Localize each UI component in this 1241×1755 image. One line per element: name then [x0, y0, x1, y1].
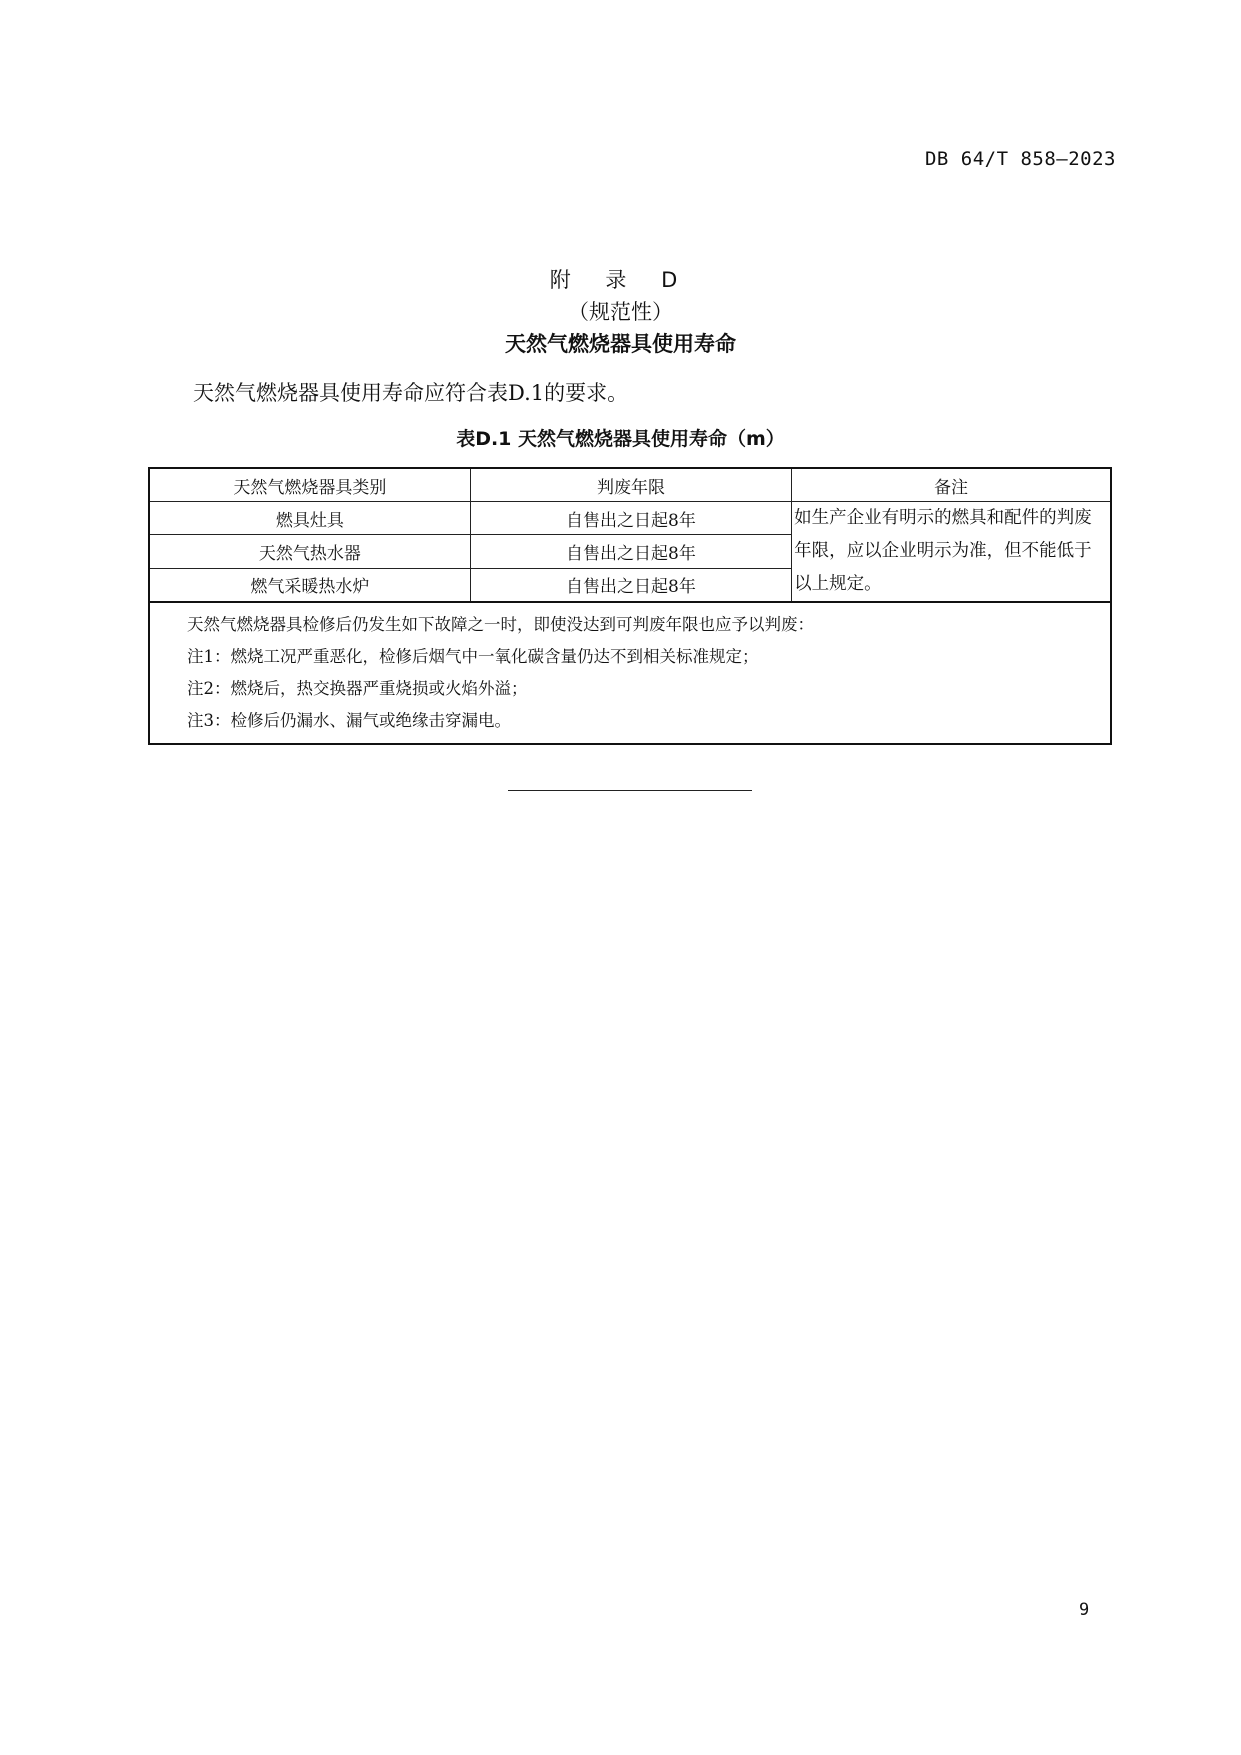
- appendix-subject: 天然气燃烧器具使用寿命: [505, 332, 736, 356]
- document-code: DB 64/T 858—2023: [924, 148, 1116, 170]
- table-footer-notes: [149, 602, 1111, 744]
- row-limit: 自售出之日起8年: [470, 502, 791, 535]
- column-header-limit: 判废年限: [470, 468, 791, 502]
- table-caption: 表D.1 天然气燃烧器具使用寿命（m）: [456, 428, 785, 450]
- row-category: 燃气采暖热水炉: [149, 568, 470, 602]
- row-limit: 自售出之日起8年: [470, 568, 791, 602]
- table-footer-row: [149, 602, 1111, 744]
- footer-note-2: 注2：燃烧后，热交换器严重烧损或火焰外溢；: [187, 679, 528, 698]
- end-divider: [508, 790, 752, 791]
- table-row: [149, 502, 1111, 535]
- service-life-table: [148, 467, 1112, 745]
- footer-note-3: 注3：检修后仍漏水、漏气或绝缘击穿漏电。: [187, 711, 511, 730]
- remark-cell: 如生产企业有明示的燃具和配件的判废年限，应以企业明示为准，但不能低于以上规定。: [792, 502, 1111, 603]
- table-header-row: [149, 468, 1111, 502]
- row-category: 燃具灶具: [149, 502, 470, 535]
- appendix-title: 附 录 D: [549, 268, 692, 292]
- row-limit: 自售出之日起8年: [470, 535, 791, 568]
- footer-line-intro: 天然气燃烧器具检修后仍发生如下故障之一时，即使没达到可判废年限也应予以判废：: [187, 615, 814, 634]
- column-header-remark: 备注: [792, 468, 1111, 502]
- page-number: 9: [1079, 1600, 1090, 1620]
- column-header-category: 天然气燃烧器具类别: [149, 468, 470, 502]
- appendix-type: （规范性）: [568, 300, 673, 324]
- intro-paragraph: 天然气燃烧器具使用寿命应符合表D.1的要求。: [193, 381, 629, 405]
- row-category: 天然气热水器: [149, 535, 470, 568]
- footer-note-1: 注1：燃烧工况严重恶化，检修后烟气中一氧化碳含量仍达不到相关标准规定；: [187, 647, 759, 666]
